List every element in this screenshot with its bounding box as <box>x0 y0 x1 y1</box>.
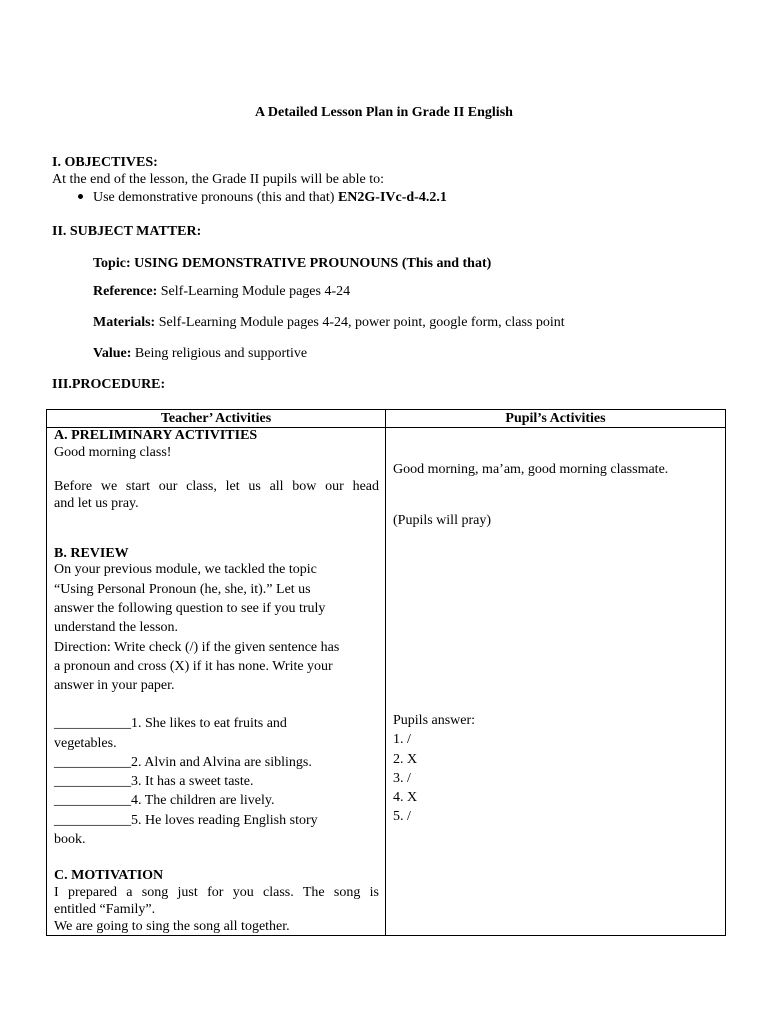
reference-value: Self-Learning Module pages 4-24 <box>160 284 351 299</box>
topic-label: Topic: <box>93 256 135 271</box>
document-title: A Detailed Lesson Plan in Grade II English <box>255 105 513 120</box>
materials-value: Self-Learning Module pages 4-24, power point, google form, class point <box>158 315 565 330</box>
subject-matter-heading: II. SUBJECT MATTER: <box>52 224 202 239</box>
reference-label: Reference: <box>93 284 161 299</box>
question-4: ___________4. The children are lively. <box>54 793 275 808</box>
question-5-line-2: book. <box>54 832 86 847</box>
value-line <box>93 345 307 363</box>
objectives-heading: I. OBJECTIVES: <box>52 155 158 170</box>
teacher-activities-cell <box>47 428 386 936</box>
procedure-table <box>46 409 726 936</box>
pupil-answer: 1. / <box>393 732 411 747</box>
direction-text-3: answer in your paper. <box>54 678 175 693</box>
pupil-pray: (Pupils will pray) <box>393 513 491 528</box>
preliminary-heading: A. PRELIMINARY ACTIVITIES <box>54 428 258 443</box>
reference-line <box>93 283 350 301</box>
question-2: ___________2. Alvin and Alvina are siblings. <box>54 755 312 770</box>
pupil-answer: 5. / <box>393 809 411 824</box>
pray-text-1: Before we start our class, let us all bow our head <box>54 479 379 494</box>
motivation-text-2: entitled “Family”. <box>54 902 156 917</box>
pupil-answer: 3. / <box>393 771 411 786</box>
objectives-intro: At the end of the lesson, the Grade II pupils will be able to: <box>52 172 385 187</box>
review-text-3: answer the following question to see if you truly <box>54 601 326 616</box>
objectives-bullet <box>78 189 447 207</box>
review-heading: B. REVIEW <box>54 546 129 561</box>
topic-line <box>93 255 491 273</box>
direction-text-2: a pronoun and cross (X) if it has none. Write your <box>54 659 333 674</box>
value-value: Being religious and supportive <box>134 346 308 361</box>
motivation-heading: C. MOTIVATION <box>54 868 164 883</box>
procedure-table-header-row <box>47 410 726 428</box>
pray-text-2: and let us pray. <box>54 496 139 511</box>
topic-value: USING DEMONSTRATIVE PROUNOUNS (This and that) <box>134 256 492 271</box>
procedure-heading: III.PROCEDURE: <box>52 377 166 392</box>
direction-text-1: Direction: Write check (/) if the given sentence has <box>54 640 340 655</box>
objectives-bullet-text: Use demonstrative pronouns (this and that) <box>93 190 338 205</box>
pupil-answer: 2. X <box>393 752 418 767</box>
objectives-bullet-code: EN2G-IVc-d-4.2.1 <box>337 190 447 205</box>
review-text-1: On your previous module, we tackled the topic <box>54 562 317 577</box>
teacher-activities-header: Teacher’ Activities <box>47 410 386 428</box>
pupil-greeting-reply: Good morning, ma’am, good morning classmate. <box>393 462 669 477</box>
value-label: Value: <box>93 346 135 361</box>
review-text-4: understand the lesson. <box>54 620 179 635</box>
question-3: ___________3. It has a sweet taste. <box>54 774 254 789</box>
procedure-table-row <box>47 428 726 936</box>
question-1-line-2: vegetables. <box>54 736 117 751</box>
review-text-2: “Using Personal Pronoun (he, she, it).” Let us <box>54 582 311 597</box>
motivation-text-1: I prepared a song just for you class. The song is <box>54 885 379 900</box>
greeting-text: Good morning class! <box>54 445 172 460</box>
bullet-icon <box>78 194 83 199</box>
pupil-answer: 4. X <box>393 790 418 805</box>
pupil-answer-heading: Pupils answer: <box>393 713 476 728</box>
motivation-text-3: We are going to sing the song all together. <box>54 919 290 934</box>
pupil-activities-cell <box>386 428 726 936</box>
question-5-line-1: ___________5. He loves reading English story <box>54 813 318 828</box>
pupil-activities-header: Pupil’s Activities <box>386 410 726 428</box>
question-1-line-1: ___________1. She likes to eat fruits and <box>54 716 287 731</box>
materials-label: Materials: <box>93 315 159 330</box>
materials-line <box>93 314 565 332</box>
